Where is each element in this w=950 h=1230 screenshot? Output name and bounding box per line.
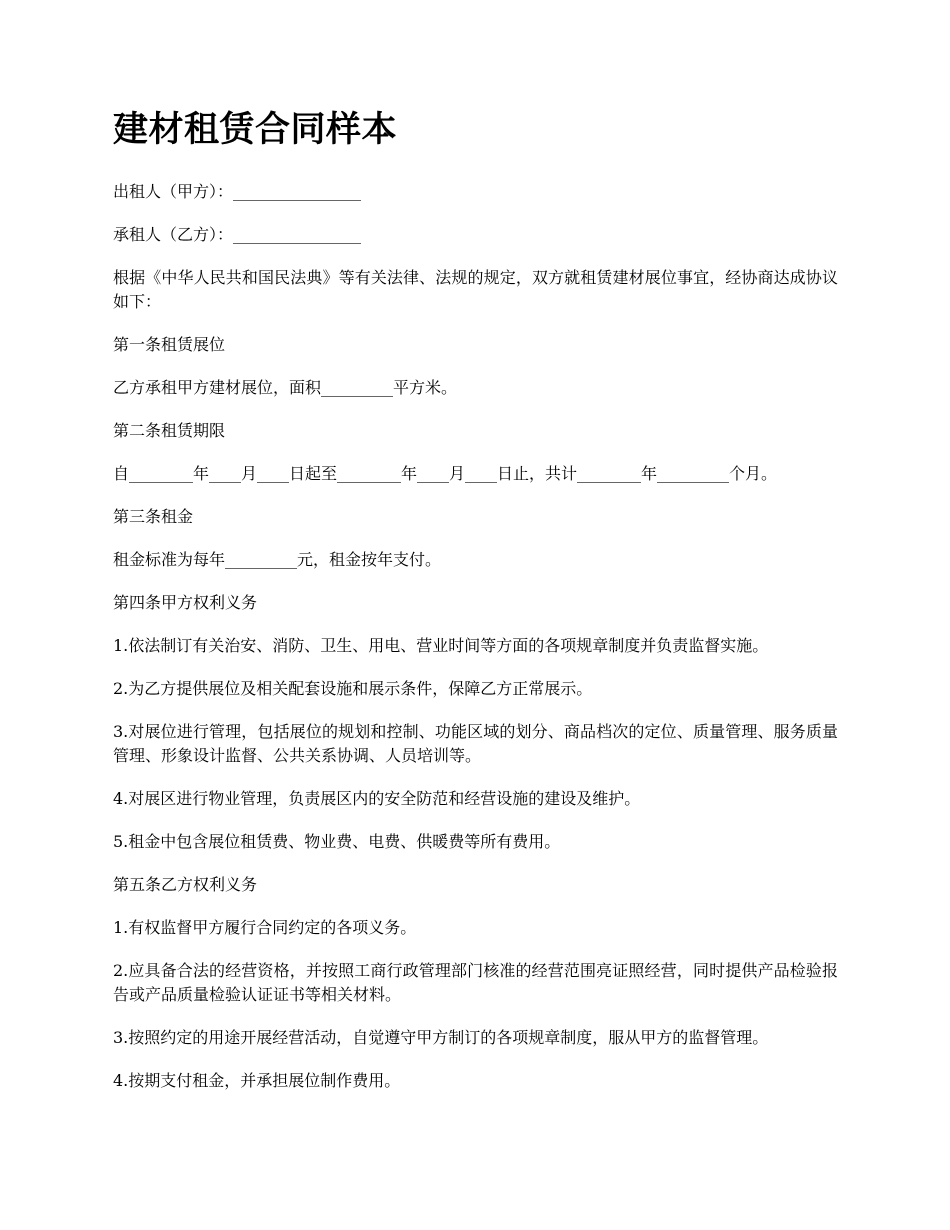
article-5-item-1: 1.有权监督甲方履行合同约定的各项义务。 [113,917,417,937]
article-1-text [113,376,838,400]
article-4-heading: 第四条甲方权利义务 [113,592,258,612]
article-5-item-3: 3.按照约定的用途开展经营活动，自觉遵守甲方制订的各项规章制度，服从甲方的监督管理。 [113,1027,769,1047]
lessee-blank: ________________ [233,224,362,244]
article-2-heading: 第二条租赁期限 [113,420,226,440]
lessee-line [113,223,838,247]
article-5-item-4: 4.按期支付租金，并承担展位制作费用。 [113,1070,401,1090]
article-3-text: 租金标准为每年_________元，租金按年支付。 [113,549,442,569]
lessee-label: 承租人（乙方）： [113,224,234,244]
area-blank: _________ [321,377,394,397]
article-4-item-3: 3.对展位进行管理，包括展位的规划和控制、功能区域的划分、商品档次的定位、质量管理、服务质量管理、形象设计监督、公共关系协调、人员培训等。 [113,721,838,765]
lessor-line [113,180,838,204]
article-2-text: 自________年____月____日起至________年____月____日止，共计________年_________个月。 [113,463,778,483]
lessor-label: 出租人（甲方）： [113,181,234,201]
article-4-item-4: 4.对展区进行物业管理，负责展区内的安全防范和经营设施的建设及维护。 [113,788,641,808]
article-5-heading: 第五条乙方权利义务 [113,874,258,894]
article-4-item-1: 1.依法制订有关治安、消防、卫生、用电、营业时间等方面的各项规章制度并负责监督实施。 [113,635,769,655]
article-3-heading: 第三条租金 [113,506,194,526]
article-1-heading: 第一条租赁展位 [113,334,226,354]
page-title: 建材租赁合同样本 [113,109,398,150]
article-1-text-after: 平方米。 [393,377,458,397]
article-4-item-5: 5.租金中包含展位租赁费、物业费、电费、供暖费等所有费用。 [113,831,561,851]
article-5-item-2: 2.应具备合法的经营资格，并按照工商行政管理部门核准的经营范围亮证照经营，同时提供产品检验报告或产品质量检验认证证书等相关材料。 [113,960,838,1004]
article-1-text-before: 乙方承租甲方建材展位，面积 [113,377,322,397]
contract-document [113,108,838,1112]
preamble: 根据《中华人民共和国民法典》等有关法律、法规的规定，双方就租赁建材展位事宜，经协商达成协议如下： [113,267,838,311]
article-4-item-2: 2.为乙方提供展位及相关配套设施和展示条件，保障乙方正常展示。 [113,678,593,698]
lessor-blank: ________________ [233,181,362,201]
